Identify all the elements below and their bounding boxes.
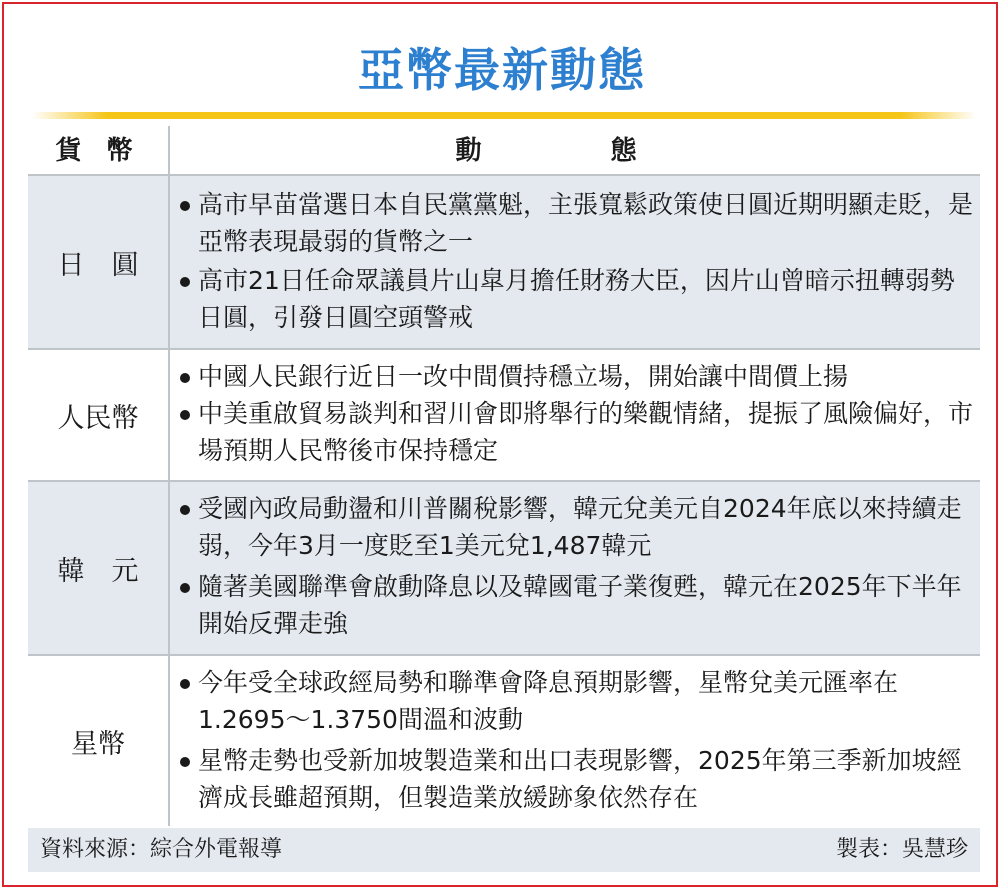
table-row-rmb (28, 350, 980, 480)
table-row-krw (28, 482, 980, 654)
bullet-icon (180, 410, 190, 420)
footer (28, 828, 980, 872)
list-item: 星幣走勢也受新加坡製造業和出口表現影響，2025年第三季新加坡經濟成長雖超預期，但製造業放緩跡象依然存在 (178, 742, 978, 816)
dynamics-cell (178, 664, 978, 816)
header-currency: 貨 幣 (55, 136, 141, 166)
list-item: 高市早苗當選日本自民黨黨魁，主張寬鬆政策使日圓近期明顯走貶，是亞幣表現最弱的貨幣之一 (178, 186, 978, 260)
table-row-sgd (28, 656, 980, 826)
header-dynamics: 動 態 (455, 136, 697, 166)
currency-cell: 韓 元 (57, 555, 139, 587)
currency-cell: 日 圓 (57, 249, 139, 281)
list-item: 中國人民銀行近日一改中間價持穩立場，開始讓中間價上揚 (178, 358, 978, 395)
currency-cell: 星幣 (71, 728, 125, 760)
bullet-icon (180, 679, 190, 689)
bullet-icon (180, 277, 190, 287)
page-title: 亞幣最新動態 (358, 43, 646, 97)
dynamics-cell (178, 490, 978, 642)
list-item: 今年受全球政經局勢和聯準會降息預期影響，星幣兌美元匯率在1.2695～1.3750間溫和波動 (178, 664, 978, 738)
currency-cell: 人民幣 (57, 402, 139, 434)
column-divider (168, 126, 170, 826)
bullet-icon (180, 505, 190, 515)
infographic-frame (2, 2, 998, 887)
bullet-icon (180, 201, 190, 211)
maker-credit: 製表：吳慧珍 (835, 837, 968, 862)
list-item: 中美重啟貿易談判和習川會即將舉行的樂觀情緒，提振了風險偏好，市場預期人民幣後市保持穩定 (178, 395, 978, 469)
list-item: 受國內政局動盪和川普關稅影響，韓元兌美元自2024年底以來持續走弱，今年3月一度貶至1美元兌1,487韓元 (178, 490, 978, 564)
dynamics-cell (178, 186, 978, 336)
bullet-icon (180, 757, 190, 767)
bullet-icon (180, 583, 190, 593)
table-header (28, 126, 980, 176)
source-note: 資料來源：綜合外電報導 (40, 837, 283, 862)
list-item: 隨著美國聯準會啟動降息以及韓國電子業復甦，韓元在2025年下半年開始反彈走強 (178, 568, 978, 642)
title-underline (32, 112, 976, 119)
table-row-yen (28, 176, 980, 348)
bullet-icon (180, 373, 190, 383)
list-item: 高市21日任命眾議員片山皐月擔任財務大臣，因片山曾暗示扭轉弱勢日圓，引發日圓空頭警戒 (178, 262, 978, 336)
dynamics-cell (178, 358, 978, 469)
